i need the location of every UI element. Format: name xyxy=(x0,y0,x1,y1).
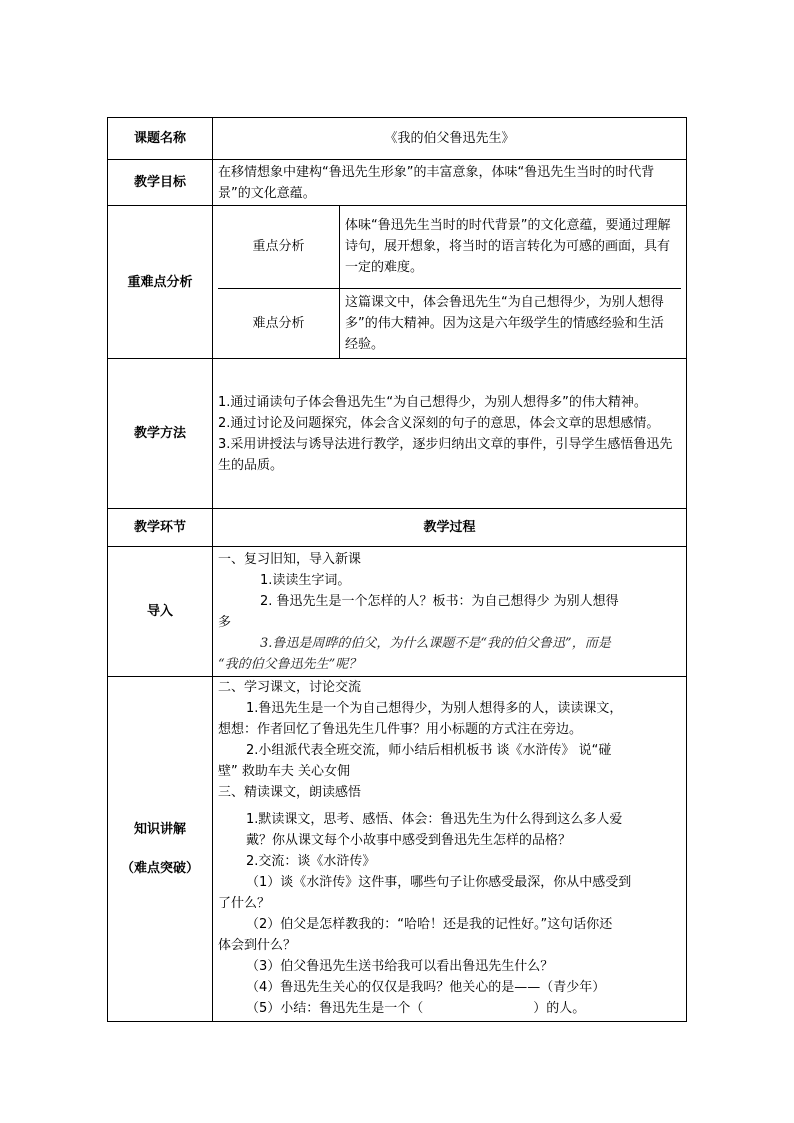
difficult-point-row xyxy=(218,288,681,358)
lecture-summary xyxy=(218,998,681,1019)
key-points-cell xyxy=(213,206,687,359)
key-points-row xyxy=(108,206,687,359)
method-item: 2.通过讨论及问题探究，体会含义深刻的句子的意思，体会文章的思想感情。 xyxy=(218,415,660,431)
intro-step-3-cont: “我的伯父鲁迅先生”呢？ xyxy=(218,656,362,672)
key-point-text: 体味“鲁迅先生当时的时代背景”的文化意蕴，要通过理解诗句，展开想象，将当时的语言转化为可感的画面，具有一定的难度。 xyxy=(340,206,682,288)
intro-heading: 一、复习旧知，导入新课 xyxy=(218,551,362,567)
key-points-subtable xyxy=(218,206,681,358)
lecture-subquestion: （4）鲁迅先生关心的仅仅是我吗？他关心的是——（青少年） xyxy=(246,980,606,995)
summary-end: ）的人。 xyxy=(533,1001,586,1016)
lecture-para-cont: 想想：作者回忆了鲁迅先生几件事？用小标题的方式注在旁边。 xyxy=(218,722,583,737)
methods-label: 教学方法 xyxy=(108,359,213,509)
goal-row xyxy=(108,160,687,206)
lecture-sublabel: （难点突破） xyxy=(120,861,199,876)
summary-start: （5）小结：鲁迅先生是一个（ xyxy=(246,1001,424,1016)
section-header-row xyxy=(108,509,687,547)
lesson-plan-table xyxy=(107,117,687,1022)
topic-value: 《我的伯父鲁迅先生》 xyxy=(213,118,687,160)
method-item: 3.采用讲授法与诱导法进行教学，逐步归纳出文章的事件，引导学生感悟鲁迅先生的品质。 xyxy=(218,436,673,473)
lecture-label-cell xyxy=(108,677,213,1022)
lecture-subquestion-cont: 体会到什么？ xyxy=(218,938,297,953)
goal-label: 教学目标 xyxy=(108,160,213,206)
section-heading: 二、学习课文，讨论交流 xyxy=(218,680,362,695)
lecture-subquestion: （1）谈《水浒传》这件事，哪些句子让你感受最深，你从中感受到 xyxy=(246,875,632,890)
lecture-para: 1.鲁迅先生是一个为自己想得少，为别人想得多的人，读读课文， xyxy=(246,701,623,716)
key-point-row xyxy=(218,206,681,288)
stage-header: 教学环节 xyxy=(108,509,213,547)
lecture-cell xyxy=(213,677,687,1022)
lecture-question: 1.默读课文，思考、感悟、体会：鲁迅先生为什么得到这么多人爱 xyxy=(246,812,623,827)
topic-label: 课题名称 xyxy=(108,118,213,160)
difficult-point-sublabel: 难点分析 xyxy=(218,288,340,358)
intro-step-2-cont: 多 xyxy=(218,614,232,630)
lecture-question: 2.交流：谈《水浒传》 xyxy=(246,854,376,869)
intro-cell xyxy=(213,547,687,677)
lecture-label: 知识讲解 xyxy=(133,822,186,837)
goal-text: 在移情想象中建构“鲁迅先生形象”的丰富意象，体味“鲁迅先生当时的时代背景”的文化意蕴。 xyxy=(213,160,687,206)
methods-row xyxy=(108,359,687,509)
lecture-para: 2.小组派代表全班交流，师小结后相机板书 谈《水浒传》 说“碰 xyxy=(246,743,612,758)
difficult-point-text: 这篇课文中，体会鲁迅先生“为自己想得少，为别人想得多”的伟大精神。因为这是六年级学生的情感经验和生活经验。 xyxy=(345,294,664,352)
section-heading: 三、精读课文，朗读感悟 xyxy=(218,785,362,800)
lecture-question-cont: 戴？你从课文每个小故事中感受到鲁迅先生怎样的品格？ xyxy=(246,833,572,848)
key-points-label: 重难点分析 xyxy=(108,206,213,359)
process-header: 教学过程 xyxy=(213,509,687,547)
method-item: 1.通过诵读句子体会鲁迅先生“为自己想得少，为别人想得多”的伟大精神。 xyxy=(218,394,647,410)
lecture-para-cont: 壁” 救助车夫 关心女佣 xyxy=(218,764,350,779)
key-point-sublabel: 重点分析 xyxy=(218,206,340,288)
intro-label: 导入 xyxy=(108,547,213,677)
lecture-subquestion: （3）伯父鲁迅先生送书给我可以看出鲁迅先生什么？ xyxy=(246,959,554,974)
intro-step-2: 2. 鲁迅先生是一个怎样的人？板书：为自己想得少 为别人想得 xyxy=(260,593,619,609)
lecture-row xyxy=(108,677,687,1022)
intro-row xyxy=(108,547,687,677)
intro-step-3: 3.鲁迅是周晔的伯父，为什么课题不是“我的伯父鲁迅”，而是 xyxy=(260,635,611,651)
methods-cell xyxy=(213,359,687,509)
lecture-subquestion: （2）伯父是怎样教我的：“哈哈！还是我的记性好。”这句话你还 xyxy=(246,917,613,932)
topic-row xyxy=(108,118,687,160)
lecture-subquestion-cont: 了什么？ xyxy=(218,896,271,911)
intro-step-1: 1.读读生字词。 xyxy=(260,572,351,588)
